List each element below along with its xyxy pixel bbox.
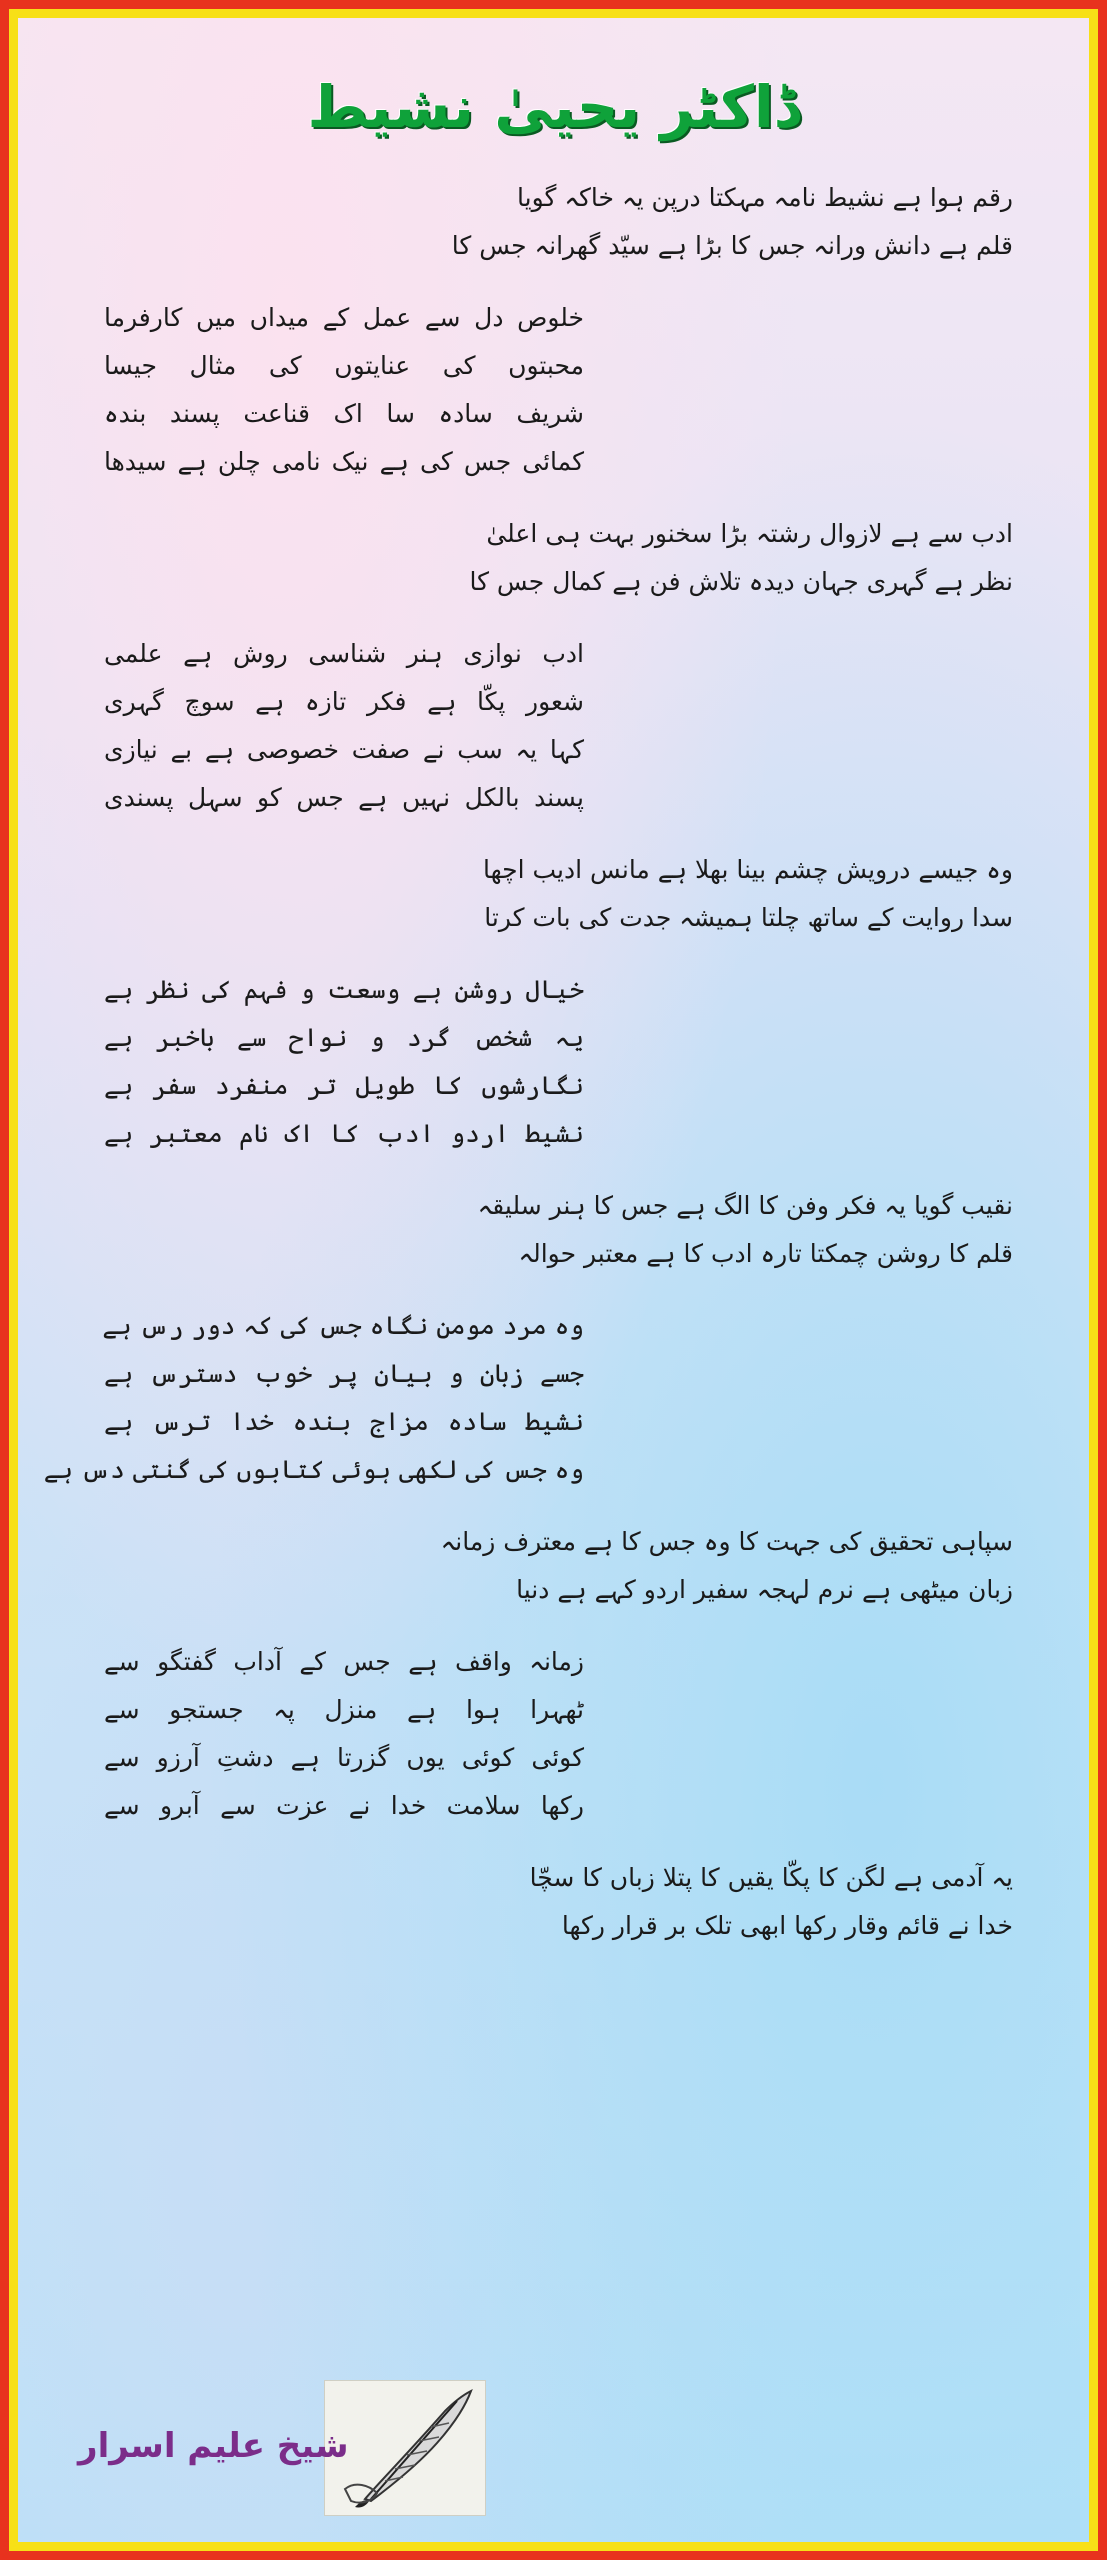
couplet-line: خدا نے قائم وقار رکھا ابھی تلک بر قرار رکھا xyxy=(561,1911,1013,1940)
quatrain-line: کوئی کوئی یوں گزرتا ہے دشتِ آرزو سے xyxy=(104,1743,584,1772)
poster-title: ڈاکٹر یحییٰ نشیط xyxy=(307,73,800,141)
couplet-line: رقم ہوا ہے نشیط نامہ مہکتا درپن یہ خاکہ گویا xyxy=(517,183,1013,212)
couplet-line: سدا روایت کے ساتھ چلتا ہمیشہ جدت کی بات کرتا xyxy=(484,903,1013,932)
couplet-line: یہ آدمی ہے لگن کا پکّا یقیں کا پتلا زباں کا سچّا xyxy=(529,1863,1013,1892)
couplet-line: نقیب گویا یہ فکر وفن کا الگ ہے جس کا ہنر سلیقہ xyxy=(477,1191,1013,1220)
couplet-line: وہ جیسے درویش چشم بینا بھلا ہے مانس ادیب اچھا xyxy=(482,855,1013,884)
quatrain-line: نشیط سادہ مزاج بندہ خدا ترس ہے xyxy=(104,1407,584,1436)
quatrain-line: نگارشوں کا طویل تر منفرد سفر ہے xyxy=(104,1071,584,1100)
quatrain-line: رکھا سلامت خدا نے عزت سے آبرو سے xyxy=(104,1791,584,1820)
couplet-line: سپاہی تحقیق کی جہت کا وہ جس کا ہے معترف زمانہ xyxy=(440,1527,1013,1556)
quatrain-line: ادب نوازی ہنر شناسی روش ہے علمی xyxy=(104,639,584,668)
quatrain-line: شریف سادہ سا اک قناعت پسند بندہ xyxy=(104,399,584,428)
poet-signature: شیخ علیم اسرار xyxy=(78,2426,349,2466)
inner-yellow-border xyxy=(9,9,1098,2551)
couplet-line: زبان میٹھی ہے نرم لہجہ سفیر اردو کہے ہے دنیا xyxy=(516,1575,1013,1604)
quatrain-line: جسے زبان و بیان پر خوب دسترس ہے xyxy=(104,1359,584,1388)
quatrain-line: محبتوں کی عنایتوں کی مثال جیسا xyxy=(104,351,584,380)
couplet-line: ادب سے ہے لازوال رشتہ بڑا سخنور بہت ہی اعلیٰ xyxy=(486,519,1013,548)
quatrain-line: شعور پکّا ہے فکر تازہ ہے سوچ گہری xyxy=(104,687,584,716)
quatrain-line: کہا یہ سب نے صفت خصوصی ہے بے نیازی xyxy=(104,735,584,764)
quatrain-line: نشیط اردو ادب کا اک نام معتبر ہے xyxy=(104,1119,584,1148)
quatrain-line: پسند بالکل نہیں ہے جس کو سہل پسندی xyxy=(104,783,584,812)
poster-canvas xyxy=(18,18,1089,2542)
quatrain-line: خیال روشن ہے وسعت و فہم کی نظر ہے xyxy=(104,975,584,1004)
couplet-line: قلم ہے دانش ورانہ جس کا بڑا ہے سیّد گھرانہ جس کا xyxy=(451,231,1013,260)
quatrain-line: کمائی جس کی ہے نیک نامی چلن ہے سیدھا xyxy=(104,447,584,476)
quatrain-line: ٹھہرا ہوا ہے منزل پہ جستجو سے xyxy=(104,1695,584,1724)
quatrain-line: وہ مرد مومن نگاہ جس کی کہ دور رس ہے xyxy=(102,1311,584,1340)
couplet-line: نظر ہے گہری جہان دیدہ تلاش فن ہے کمال جس کا xyxy=(469,567,1013,596)
quatrain-line: زمانہ واقف ہے جس کے آداب گفتگو سے xyxy=(104,1647,584,1676)
quatrain-line: وہ جس کی لکھی ہوئی کتابوں کی گنتی دس ہے xyxy=(43,1455,584,1484)
couplet-line: قلم کا روشن چمکتا تارہ ادب کا ہے معتبر حوالہ xyxy=(518,1239,1013,1268)
quatrain-line: خلوص دل سے عمل کے میداں میں کارفرما xyxy=(104,303,584,332)
quatrain-line: یہ شخص گرد و نواح سے باخبر ہے xyxy=(104,1023,584,1052)
quill-icon xyxy=(325,2381,485,2515)
